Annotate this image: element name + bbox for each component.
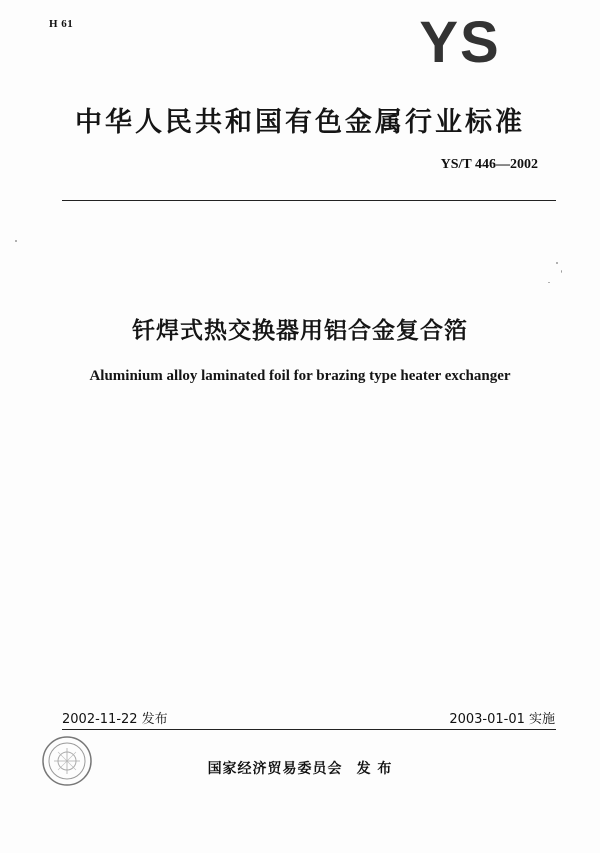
- scan-speck: [548, 282, 550, 283]
- standard-category-title: 中华人民共和国有色金属行业标准: [75, 107, 525, 138]
- scan-speck: [556, 262, 558, 264]
- scan-speck: [561, 270, 562, 273]
- issue-word: 发 布: [356, 761, 393, 777]
- classification-code: H 61: [49, 18, 74, 30]
- scan-speck: [15, 240, 17, 242]
- implementation-date: 2003-01-01 实施: [449, 712, 555, 727]
- issuer-name: 国家经济贸易委员会: [207, 761, 343, 777]
- standard-number: YS/T 446—2002: [440, 157, 538, 172]
- document-title-chinese: 钎焊式热交换器用铝合金复合箔: [132, 318, 468, 344]
- ys-logo-text: YS: [419, 14, 501, 66]
- issuing-authority: [0, 758, 600, 778]
- ys-logo: [405, 14, 515, 66]
- header-divider: [62, 200, 556, 201]
- document-title-english: Aluminium alloy laminated foil for brazing type heater exchanger: [89, 368, 511, 384]
- issue-date: 2002-11-22 发布: [62, 712, 168, 727]
- footer-divider: [62, 729, 556, 730]
